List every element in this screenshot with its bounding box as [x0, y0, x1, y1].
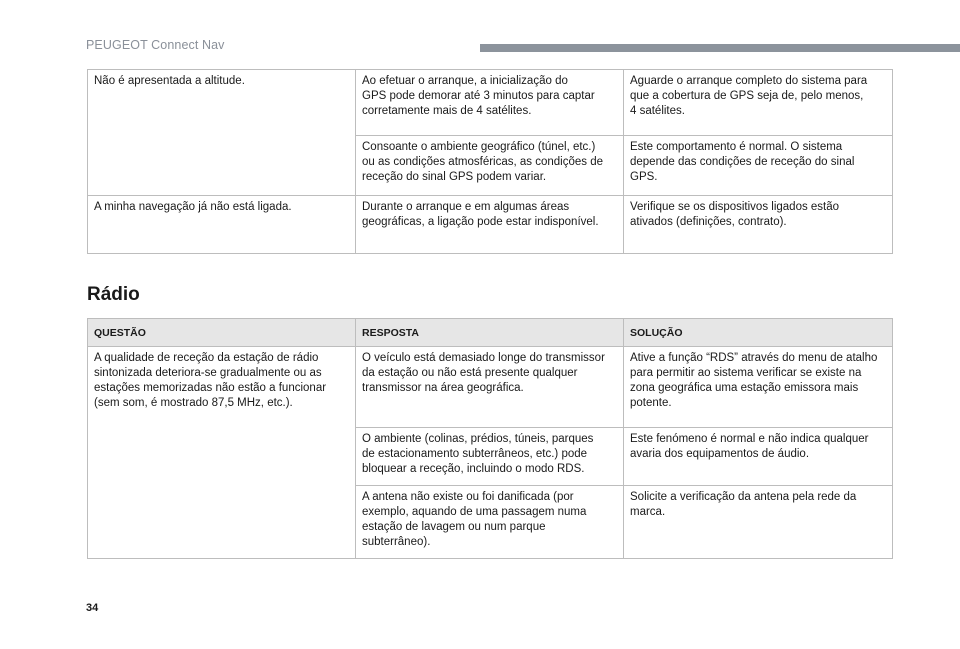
solution-cell: Verifique se os dispositivos ligados estão ativados (definições, contrato).	[624, 196, 893, 254]
page-number: 34	[86, 602, 99, 614]
table-header-row	[88, 319, 893, 347]
column-header-question: QUESTÃO	[88, 319, 356, 347]
table-row	[88, 196, 893, 254]
answer-cell: O veículo está demasiado longe do transmissor da estação ou não está presente qualquer transmissor na área geográfica.	[356, 347, 624, 428]
answer-cell: A antena não existe ou foi danificada (por exemplo, aquando de uma passagem numa estação de lavagem ou num parque subterrâneo).	[356, 486, 624, 559]
solution-cell: Solicite a verificação da antena pela rede da marca.	[624, 486, 893, 559]
column-header-answer: RESPOSTA	[356, 319, 624, 347]
answer-cell: Consoante o ambiente geográfico (túnel, etc.) ou as condições atmosféricas, as condições de receção do sinal GPS podem variar.	[356, 136, 624, 196]
header-decorative-bar	[480, 44, 960, 52]
solution-cell: Este comportamento é normal. O sistema depende das condições de receção do sinal GPS.	[624, 136, 893, 196]
question-cell: A qualidade de receção da estação de rádio sintonizada deteriora-se gradualmente ou as estações memorizadas não estão a funcionar (sem som, é mostrado 87,5 MHz, etc.).	[88, 347, 356, 559]
answer-cell: O ambiente (colinas, prédios, túneis, parques de estacionamento subterrâneos, etc.) pode bloquear a receção, incluindo o modo RDS.	[356, 428, 624, 486]
question-cell: A minha navegação já não está ligada.	[88, 196, 356, 254]
section-title-radio: Rádio	[87, 284, 140, 305]
answer-cell: Ao efetuar o arranque, a inicialização do GPS pode demorar até 3 minutos para captar corretamente mais de 4 satélites.	[356, 70, 624, 136]
document-header-title: PEUGEOT Connect Nav	[86, 38, 225, 52]
gps-troubleshooting-table	[87, 69, 893, 254]
table-row	[88, 347, 893, 428]
table-row	[88, 70, 893, 136]
solution-cell: Este fenómeno é normal e não indica qualquer avaria dos equipamentos de áudio.	[624, 428, 893, 486]
radio-troubleshooting-table	[87, 318, 893, 559]
column-header-solution: SOLUÇÃO	[624, 319, 893, 347]
answer-cell: Durante o arranque e em algumas áreas geográficas, a ligação pode estar indisponível.	[356, 196, 624, 254]
question-cell: Não é apresentada a altitude.	[88, 70, 356, 196]
solution-cell: Aguarde o arranque completo do sistema para que a cobertura de GPS seja de, pelo menos, 4 satélites.	[624, 70, 893, 136]
solution-cell: Ative a função “RDS” através do menu de atalho para permitir ao sistema verificar se existe na zona geográfica uma estação emissora mais potente.	[624, 347, 893, 428]
